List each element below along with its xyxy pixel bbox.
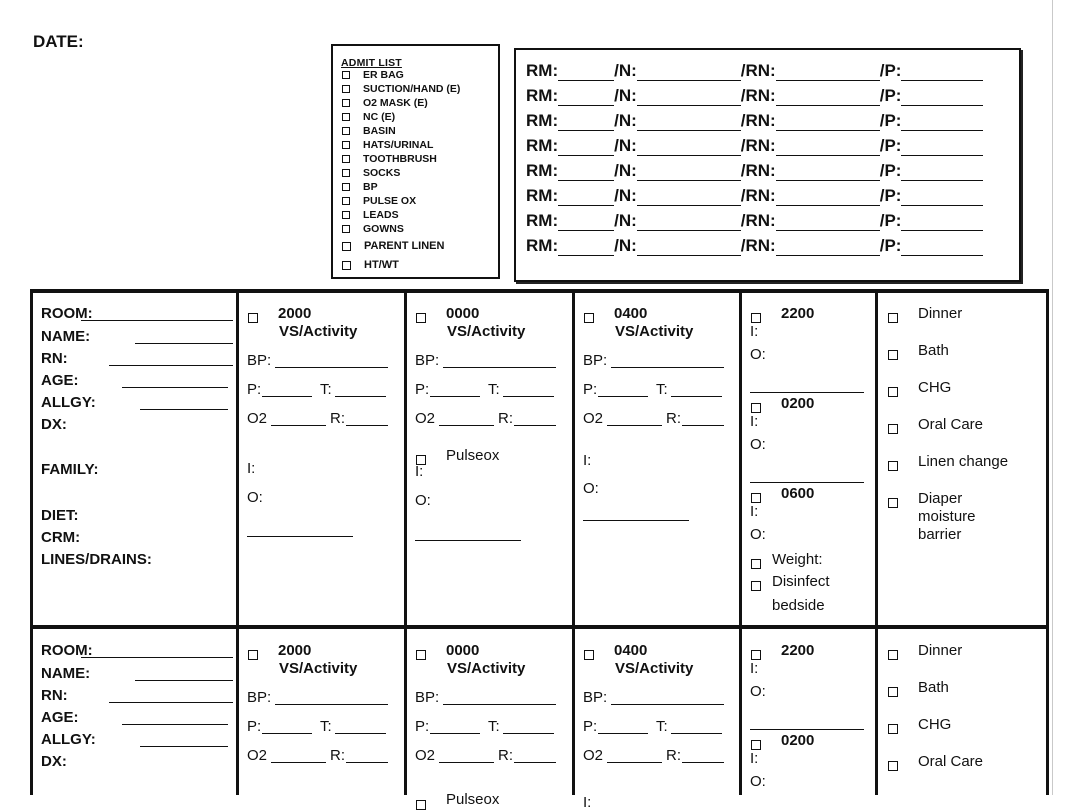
checkbox-icon[interactable]: [248, 313, 258, 323]
o2-label: O2: [415, 410, 436, 427]
intake-label: I:: [750, 660, 759, 677]
grid-divider: [236, 289, 239, 795]
write-in-line[interactable]: [275, 704, 388, 705]
patient-field-label: NAME:: [41, 328, 91, 345]
vitals-activity-label: VS/Activity: [447, 660, 526, 677]
write-in-line[interactable]: [346, 762, 388, 763]
resp-label: R:: [498, 410, 513, 427]
admit-item[interactable]: SOCKS: [342, 166, 400, 180]
checkbox-icon[interactable]: [416, 313, 426, 323]
temp-label: T:: [320, 381, 332, 398]
intake-label: I:: [415, 463, 424, 480]
rm-field-blank[interactable]: [558, 139, 614, 156]
rm-field-label: /RN:: [740, 236, 776, 255]
checkbox-icon[interactable]: [342, 99, 350, 107]
vitals-time-label: 0400: [614, 642, 648, 659]
write-in-line[interactable]: [135, 680, 233, 681]
grid-divider: [739, 289, 742, 795]
rm-field-blank[interactable]: [558, 64, 614, 81]
write-in-line[interactable]: [122, 387, 228, 388]
rm-field-label: /P:: [879, 61, 902, 80]
checkbox-icon[interactable]: [342, 155, 350, 163]
checkbox-icon[interactable]: [888, 350, 898, 360]
care-item-label: Dinner: [918, 305, 963, 322]
admit-item[interactable]: HATS/URINAL: [342, 138, 433, 152]
rm-field-label: /N:: [614, 86, 637, 105]
care-item-label: barrier: [918, 526, 962, 543]
care-item-label: Bath: [918, 342, 949, 359]
checkbox-icon[interactable]: [342, 261, 351, 270]
rm-field-label: /N:: [614, 186, 637, 205]
checkbox-icon[interactable]: [342, 71, 350, 79]
vitals-time-label: 2000: [278, 305, 312, 322]
rm-field-blank[interactable]: [558, 189, 614, 206]
write-in-line[interactable]: [135, 343, 233, 344]
checkbox-icon[interactable]: [342, 197, 350, 205]
grid-divider: [875, 289, 878, 795]
checkbox-icon[interactable]: [342, 141, 350, 149]
rm-field-label: /RN:: [740, 186, 776, 205]
write-in-line[interactable]: [750, 729, 864, 730]
intake-label: I:: [750, 503, 759, 520]
checkbox-icon[interactable]: [751, 650, 761, 660]
patient-field-label: LINES/DRAINS:: [41, 551, 152, 568]
checkbox-icon[interactable]: [342, 183, 350, 191]
checkbox-icon[interactable]: [751, 740, 761, 750]
intake-label: I:: [247, 460, 256, 477]
o2-label: O2: [583, 747, 604, 764]
resp-label: R:: [666, 747, 681, 764]
write-in-line[interactable]: [140, 409, 228, 410]
checkbox-icon[interactable]: [416, 650, 426, 660]
bp-label: BP:: [247, 352, 272, 369]
patient-field-label: AGE:: [41, 372, 79, 389]
rm-field-label: RM:: [526, 136, 559, 155]
grid-border-left: [30, 289, 33, 795]
admit-item[interactable]: HT/WT: [342, 258, 399, 272]
rm-row: [526, 111, 983, 131]
checkbox-icon[interactable]: [416, 800, 426, 810]
rm-field-blank[interactable]: [776, 89, 880, 106]
pulse-label: P:: [415, 718, 430, 735]
checkbox-icon[interactable]: [888, 498, 898, 508]
checkbox-icon[interactable]: [584, 313, 594, 323]
pulse-label: P:: [247, 718, 262, 735]
checkbox-icon[interactable]: [342, 169, 350, 177]
write-in-line[interactable]: [598, 733, 648, 734]
pulse-label: P:: [415, 381, 430, 398]
pulse-label: P:: [583, 381, 598, 398]
rm-row: [526, 86, 983, 106]
write-in-line[interactable]: [750, 392, 864, 393]
o2-label: O2: [583, 410, 604, 427]
write-in-line[interactable]: [140, 746, 228, 747]
patient-field-label: DX:: [41, 753, 67, 770]
bp-label: BP:: [583, 689, 608, 706]
io-time-label: 0200: [781, 395, 815, 412]
write-in-line[interactable]: [262, 733, 312, 734]
rm-field-label: /RN:: [740, 61, 776, 80]
admit-item[interactable]: PULSE OX: [342, 194, 416, 208]
checkbox-icon[interactable]: [342, 211, 350, 219]
vitals-time-label: 0000: [446, 642, 480, 659]
rm-field-label: /N:: [614, 136, 637, 155]
rm-field-label: /RN:: [740, 161, 776, 180]
rm-row: [526, 236, 983, 256]
rm-field-label: RM:: [526, 111, 559, 130]
rm-field-blank[interactable]: [558, 164, 614, 181]
checkbox-icon[interactable]: [751, 581, 761, 591]
admit-item[interactable]: BP: [342, 180, 378, 194]
bp-label: BP:: [415, 352, 440, 369]
output-label: O:: [750, 683, 766, 700]
care-item-label: Oral Care: [918, 753, 984, 770]
write-in-line[interactable]: [81, 320, 233, 321]
admit-list-box: [331, 44, 500, 279]
write-in-line[interactable]: [443, 704, 556, 705]
pulse-label: P:: [583, 718, 598, 735]
temp-label: T:: [488, 381, 500, 398]
write-in-line[interactable]: [346, 425, 388, 426]
rm-row: [526, 161, 983, 181]
rm-field-blank[interactable]: [776, 164, 880, 181]
vitals-time-label: 0000: [446, 305, 480, 322]
resp-label: R:: [666, 410, 681, 427]
rm-field-label: /N:: [614, 111, 637, 130]
rm-field-blank[interactable]: [901, 114, 983, 131]
write-in-line[interactable]: [109, 702, 233, 703]
write-in-line[interactable]: [439, 425, 494, 426]
grid-divider: [404, 289, 407, 795]
resp-label: R:: [498, 747, 513, 764]
pulseox-label: Pulseox: [446, 447, 500, 464]
admit-item[interactable]: LEADS: [342, 208, 399, 222]
rm-field-label: RM:: [526, 86, 559, 105]
grid-divider: [572, 289, 575, 795]
intake-label: I:: [750, 750, 759, 767]
rm-field-blank[interactable]: [776, 64, 880, 81]
rm-field-blank[interactable]: [558, 89, 614, 106]
intake-label: I:: [583, 794, 592, 811]
o2-label: O2: [247, 747, 268, 764]
write-in-line[interactable]: [81, 657, 233, 658]
admit-list-title: ADMIT LIST: [341, 57, 402, 69]
checkbox-icon[interactable]: [751, 559, 761, 569]
write-in-line[interactable]: [514, 425, 556, 426]
output-label: O:: [750, 773, 766, 790]
bp-label: BP:: [583, 352, 608, 369]
checkbox-icon[interactable]: [888, 761, 898, 771]
rm-field-blank[interactable]: [558, 239, 614, 256]
resp-label: R:: [330, 747, 345, 764]
checkbox-icon[interactable]: [751, 313, 761, 323]
patient-field-label: ALLGY:: [41, 731, 96, 748]
write-in-line[interactable]: [122, 724, 228, 725]
temp-label: T:: [656, 718, 668, 735]
io-time-label: 0200: [781, 732, 815, 749]
rm-field-label: RM:: [526, 186, 559, 205]
admit-item[interactable]: TOOTHBRUSH: [342, 152, 437, 166]
rm-field-label: /RN:: [740, 111, 776, 130]
write-in-line[interactable]: [671, 396, 722, 397]
io-time-label: 2200: [781, 305, 815, 322]
write-in-line[interactable]: [682, 762, 724, 763]
checkbox-icon[interactable]: [888, 724, 898, 734]
rm-field-label: /P:: [879, 111, 902, 130]
vitals-activity-label: VS/Activity: [279, 323, 358, 340]
care-item-label: CHG: [918, 716, 952, 733]
admit-item[interactable]: O2 MASK (E): [342, 96, 428, 110]
patient-field-label: FAMILY:: [41, 461, 99, 478]
checkbox-icon[interactable]: [248, 650, 258, 660]
temp-label: T:: [320, 718, 332, 735]
checkbox-icon[interactable]: [888, 650, 898, 660]
rm-field-label: /P:: [879, 186, 902, 205]
checkbox-icon[interactable]: [342, 225, 350, 233]
write-in-line[interactable]: [503, 733, 554, 734]
o2-label: O2: [247, 410, 268, 427]
checkbox-icon[interactable]: [888, 461, 898, 471]
patient-field-label: ROOM:: [41, 642, 93, 659]
write-in-line[interactable]: [598, 396, 648, 397]
intake-label: I:: [583, 452, 592, 469]
weight-label: Weight:: [772, 551, 823, 568]
grid-border-middle: [30, 625, 1049, 629]
rm-row: [526, 186, 983, 206]
patient-field-label: DIET:: [41, 507, 79, 524]
io-time-label: 0600: [781, 485, 815, 502]
disinfect-label: bedside: [772, 597, 825, 614]
rm-field-label: /N:: [614, 61, 637, 80]
write-in-line[interactable]: [611, 367, 724, 368]
write-in-line[interactable]: [671, 733, 722, 734]
write-in-line[interactable]: [247, 536, 353, 537]
admit-item[interactable]: NC (E): [342, 110, 395, 124]
rm-field-label: /P:: [879, 211, 902, 230]
rm-row: [526, 211, 983, 231]
output-label: O:: [750, 346, 766, 363]
disinfect-label: Disinfect: [772, 573, 830, 590]
admit-item[interactable]: BASIN: [342, 124, 396, 138]
pulse-label: P:: [247, 381, 262, 398]
rm-field-blank[interactable]: [776, 214, 880, 231]
rm-field-label: /RN:: [740, 86, 776, 105]
write-in-line[interactable]: [607, 425, 662, 426]
temp-label: T:: [488, 718, 500, 735]
rm-row: [526, 61, 983, 81]
intake-label: I:: [750, 413, 759, 430]
rm-field-label: /N:: [614, 236, 637, 255]
care-item-label: Dinner: [918, 642, 963, 659]
checkbox-icon[interactable]: [342, 85, 350, 93]
checkbox-icon[interactable]: [342, 242, 351, 251]
rm-field-blank[interactable]: [901, 214, 983, 231]
rm-field-label: /P:: [879, 136, 902, 155]
intake-label: I:: [750, 323, 759, 340]
care-item-label: Diaper: [918, 490, 963, 507]
rm-field-blank[interactable]: [901, 189, 983, 206]
resp-label: R:: [330, 410, 345, 427]
output-label: O:: [750, 526, 766, 543]
write-in-line[interactable]: [415, 540, 521, 541]
write-in-line[interactable]: [611, 704, 724, 705]
care-item-label: moisture: [918, 508, 976, 525]
write-in-line[interactable]: [503, 396, 554, 397]
write-in-line[interactable]: [275, 367, 388, 368]
date-label: DATE:: [33, 32, 84, 51]
rm-field-label: /RN:: [740, 211, 776, 230]
rm-field-blank[interactable]: [901, 239, 983, 256]
care-item-label: CHG: [918, 379, 952, 396]
vitals-activity-label: VS/Activity: [615, 323, 694, 340]
patient-field-label: DX:: [41, 416, 67, 433]
rm-field-label: RM:: [526, 236, 559, 255]
rm-field-label: RM:: [526, 161, 559, 180]
checkbox-icon[interactable]: [888, 687, 898, 697]
patient-field-label: CRM:: [41, 529, 81, 546]
write-in-line[interactable]: [607, 762, 662, 763]
vitals-activity-label: VS/Activity: [615, 660, 694, 677]
vitals-time-label: 2000: [278, 642, 312, 659]
write-in-line[interactable]: [583, 520, 689, 521]
bp-label: BP:: [247, 689, 272, 706]
vitals-activity-label: VS/Activity: [447, 323, 526, 340]
checkbox-icon[interactable]: [342, 127, 350, 135]
vitals-activity-label: VS/Activity: [279, 660, 358, 677]
care-item-label: Linen change: [918, 453, 1009, 470]
patient-field-label: AGE:: [41, 709, 79, 726]
patient-field-label: ROOM:: [41, 305, 93, 322]
rm-field-blank[interactable]: [901, 164, 983, 181]
output-label: O:: [247, 489, 263, 506]
write-in-line[interactable]: [439, 762, 494, 763]
write-in-line[interactable]: [335, 733, 386, 734]
rm-field-label: /N:: [614, 161, 637, 180]
patient-field-label: ALLGY:: [41, 394, 96, 411]
rm-field-label: RM:: [526, 61, 559, 80]
rm-field-blank[interactable]: [637, 189, 741, 206]
room-assignment-box: [514, 48, 1021, 282]
patient-field-label: NAME:: [41, 665, 91, 682]
rm-field-label: /P:: [879, 161, 902, 180]
io-time-label: 2200: [781, 642, 815, 659]
rm-field-blank[interactable]: [558, 214, 614, 231]
write-in-line[interactable]: [430, 396, 480, 397]
write-in-line[interactable]: [271, 425, 326, 426]
checkbox-icon[interactable]: [751, 403, 761, 413]
rm-field-blank[interactable]: [637, 239, 741, 256]
checkbox-icon[interactable]: [888, 387, 898, 397]
write-in-line[interactable]: [262, 396, 312, 397]
output-label: O:: [583, 480, 599, 497]
rm-field-blank[interactable]: [637, 214, 741, 231]
admit-item[interactable]: PARENT LINEN: [342, 239, 444, 253]
grid-border-top: [30, 289, 1049, 293]
care-item-label: Oral Care: [918, 416, 984, 433]
bp-label: BP:: [415, 689, 440, 706]
o2-label: O2: [415, 747, 436, 764]
rm-field-blank[interactable]: [637, 114, 741, 131]
rm-field-blank[interactable]: [637, 64, 741, 81]
write-in-line[interactable]: [109, 365, 233, 366]
checkbox-icon[interactable]: [342, 113, 350, 121]
rm-field-blank[interactable]: [637, 164, 741, 181]
vitals-time-label: 0400: [614, 305, 648, 322]
write-in-line[interactable]: [682, 425, 724, 426]
admit-item[interactable]: GOWNS: [342, 222, 404, 236]
rm-field-blank[interactable]: [637, 89, 741, 106]
admit-item[interactable]: ER BAG: [342, 68, 404, 82]
rm-field-blank[interactable]: [637, 139, 741, 156]
checkbox-icon[interactable]: [584, 650, 594, 660]
rm-field-label: /P:: [879, 86, 902, 105]
rm-field-blank[interactable]: [776, 239, 880, 256]
rm-row: [526, 136, 983, 156]
page-edge: [1052, 0, 1053, 795]
patient-field-label: RN:: [41, 350, 68, 367]
checkbox-icon[interactable]: [751, 493, 761, 503]
output-label: O:: [750, 436, 766, 453]
patient-field-label: RN:: [41, 687, 68, 704]
rm-field-label: RM:: [526, 211, 559, 230]
rm-field-blank[interactable]: [901, 89, 983, 106]
rm-field-blank[interactable]: [776, 139, 880, 156]
rm-field-label: /P:: [879, 236, 902, 255]
rm-field-label: /RN:: [740, 136, 776, 155]
write-in-line[interactable]: [443, 367, 556, 368]
rm-field-blank[interactable]: [776, 189, 880, 206]
write-in-line[interactable]: [335, 396, 386, 397]
rm-field-label: /N:: [614, 211, 637, 230]
rm-field-blank[interactable]: [901, 64, 983, 81]
output-label: O:: [415, 492, 431, 509]
write-in-line[interactable]: [430, 733, 480, 734]
write-in-line[interactable]: [514, 762, 556, 763]
write-in-line[interactable]: [750, 482, 864, 483]
rm-field-blank[interactable]: [558, 114, 614, 131]
pulseox-label: Pulseox: [446, 791, 500, 808]
temp-label: T:: [656, 381, 668, 398]
write-in-line[interactable]: [271, 762, 326, 763]
rm-field-blank[interactable]: [776, 114, 880, 131]
care-item-label: Bath: [918, 679, 949, 696]
grid-border-right: [1046, 289, 1049, 795]
rm-field-blank[interactable]: [901, 139, 983, 156]
admit-item[interactable]: SUCTION/HAND (E): [342, 82, 460, 96]
checkbox-icon[interactable]: [888, 313, 898, 323]
checkbox-icon[interactable]: [888, 424, 898, 434]
